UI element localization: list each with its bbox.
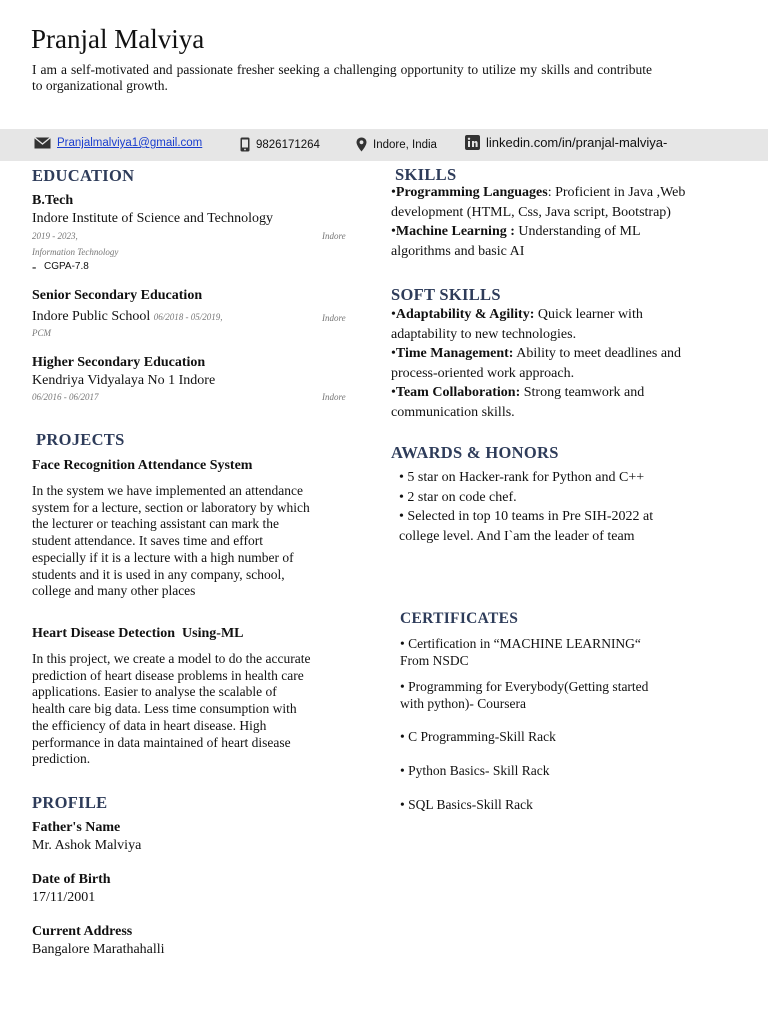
soft-skills-list [391,305,731,422]
awards-list [399,468,719,546]
certificate-line: • Certification in “MACHINE LEARNING“ [400,636,641,651]
soft-skill-item [391,344,731,364]
project-line: prediction. [32,751,91,767]
phone-icon [240,137,250,152]
skill-text: Understanding of ML [518,224,641,239]
edu-cgpa: CGPA-7.8 [44,261,89,272]
edu-city: Indore [322,392,346,402]
edu-field: Information Technology [32,247,119,257]
certificate-line: • Python Basics- Skill Rack [400,763,550,778]
project-title: Face Recognition Attendance System [32,458,253,473]
email-link[interactable]: Pranjalmalviya1@gmail.com [57,137,203,149]
father-label: Father's Name [32,820,121,835]
location-contact [356,137,437,152]
project-description [32,651,362,768]
contact-bar [0,129,768,161]
soft-skill-item [391,305,731,325]
edu-dates: 2019 - 2023, [32,231,78,241]
project-line: system for a lecture, section or laboratory by which [32,499,310,515]
profile-heading: PROFILE [32,793,108,812]
project-line: the lecturer or teaching assistant can mark the [32,516,280,532]
award-item: • Selected in top 10 teams in Pre SIH-2022 at [399,509,654,524]
certificate-line: From NSDC [400,652,469,668]
skill-item [391,183,731,203]
edu-school: Indore Institute of Science and Technology [32,211,273,226]
project-line: college and many other places [32,583,196,599]
soft-skill-item [391,383,731,403]
skill-label: Machine Learning : [395,224,515,239]
project-description [32,483,362,600]
project-line: student attendance. It saves time and effort [32,533,264,549]
address-value: Bangalore Marathahalli [32,942,165,957]
address-label: Current Address [32,924,133,939]
edu-school: Kendriya Vidyalaya No 1 Indore [32,373,216,388]
bullet: • [391,307,396,322]
education-heading: EDUCATION [32,166,135,185]
bullet: • [391,346,396,361]
certificate-item [400,636,720,669]
skills-list [391,183,731,261]
edu-degree: B.Tech [32,193,74,208]
candidate-name: Pranjal Malviya [31,24,205,54]
soft-skill-label: Time Management: [395,346,514,361]
certificate-item [400,797,720,814]
award-item: • 5 star on Hacker-rank for Python and C++ [399,470,645,485]
skill-label: Programming Languages [395,185,548,200]
certificate-line: • C Programming-Skill Rack [400,729,556,744]
father-value: Mr. Ashok Malviya [32,838,142,853]
skill-text: Proficient in Java ,Web [555,185,686,200]
soft-skill-label: Adaptability & Agility: [395,307,535,322]
award-item: college level. And I`am the leader of team [399,528,635,544]
soft-skill-continuation: communication skills. [391,404,515,420]
soft-skill-text: Quick learner with [537,307,643,322]
linkedin-icon [465,135,480,150]
project-line: performance in data maintained of heart disease [32,734,291,750]
skill-sep: : [547,185,552,200]
project-line: especially if it is a lecture with a high number of [32,549,294,565]
project-line: the efficiency of data in heart disease. High [32,717,267,733]
project-line: health care big data. Less time consumption with [32,701,297,717]
edu-dates: 06/2016 - 06/2017 [32,392,99,402]
soft-skill-continuation: adaptability to new technologies. [391,326,577,342]
dob-label: Date of Birth [32,872,111,887]
soft-skill-continuation: process-oriented work approach. [391,365,575,381]
project-line: students and it is used in any company, school, [32,566,285,582]
cgpa-bullet: - [32,259,37,274]
project-line: prediction of heart disease problems in health care [32,667,304,683]
soft-skill-text: Strong teamwork and [523,385,645,400]
bullet: • [391,185,396,200]
skill-continuation: development (HTML, Css, Java script, Bootstrap) [391,204,671,220]
certificate-line: • SQL Basics-Skill Rack [400,797,533,812]
edu-school-row [32,308,222,326]
edu-dates: 06/2018 - 05/2019, [153,312,223,322]
project-title: Heart Disease Detection Using-ML [32,626,244,641]
linkedin-contact[interactable] [465,135,667,150]
edu-school: Indore Public School [32,309,151,324]
email-contact[interactable] [34,137,202,149]
awards-heading: AWARDS & HONORS [391,443,559,462]
edu-field: PCM [32,328,51,338]
certificate-line: with python)- Coursera [400,695,526,711]
soft-skills-heading: SOFT SKILLS [391,285,501,304]
edu-degree: Senior Secondary Education [32,288,203,303]
skills-heading: SKILLS [395,165,457,184]
project-line: applications. Easier to analyse the scalable of [32,684,277,700]
projects-heading: PROJECTS [36,430,125,449]
certificate-item [400,729,720,746]
map-pin-icon [356,137,367,152]
edu-degree: Higher Secondary Education [32,355,206,370]
linkedin-url[interactable]: linkedin.com/in/pranjal-malviya- [486,135,668,150]
certificate-item [400,763,720,780]
edu-city: Indore [322,231,346,241]
phone-number: 9826171264 [256,138,320,151]
soft-skill-text: Ability to meet deadlines and [516,346,682,361]
envelope-icon [34,137,51,149]
skill-item [391,222,731,242]
location-text: Indore, India [373,138,437,151]
skill-continuation: algorithms and basic AI [391,243,525,259]
dob-value: 17/11/2001 [32,890,96,905]
certificate-line: • Programming for Everybody(Getting started [400,679,649,694]
phone-contact [240,137,320,152]
soft-skill-label: Team Collaboration: [395,385,521,400]
certificates-heading: CERTIFICATES [400,610,519,627]
bullet: • [391,224,396,239]
summary-text: I am a self-motivated and passionate fresher seeking a challenging opportunity to utilize my skills and contribute to organizational growth. [32,62,652,93]
award-item: • 2 star on code chef. [399,489,517,505]
project-line: In this project, we create a model to do the accurate [32,651,311,666]
project-line: In the system we have implemented an attendance [32,483,304,498]
edu-city: Indore [322,313,346,323]
certificate-item [400,679,720,712]
bullet: • [391,385,396,400]
